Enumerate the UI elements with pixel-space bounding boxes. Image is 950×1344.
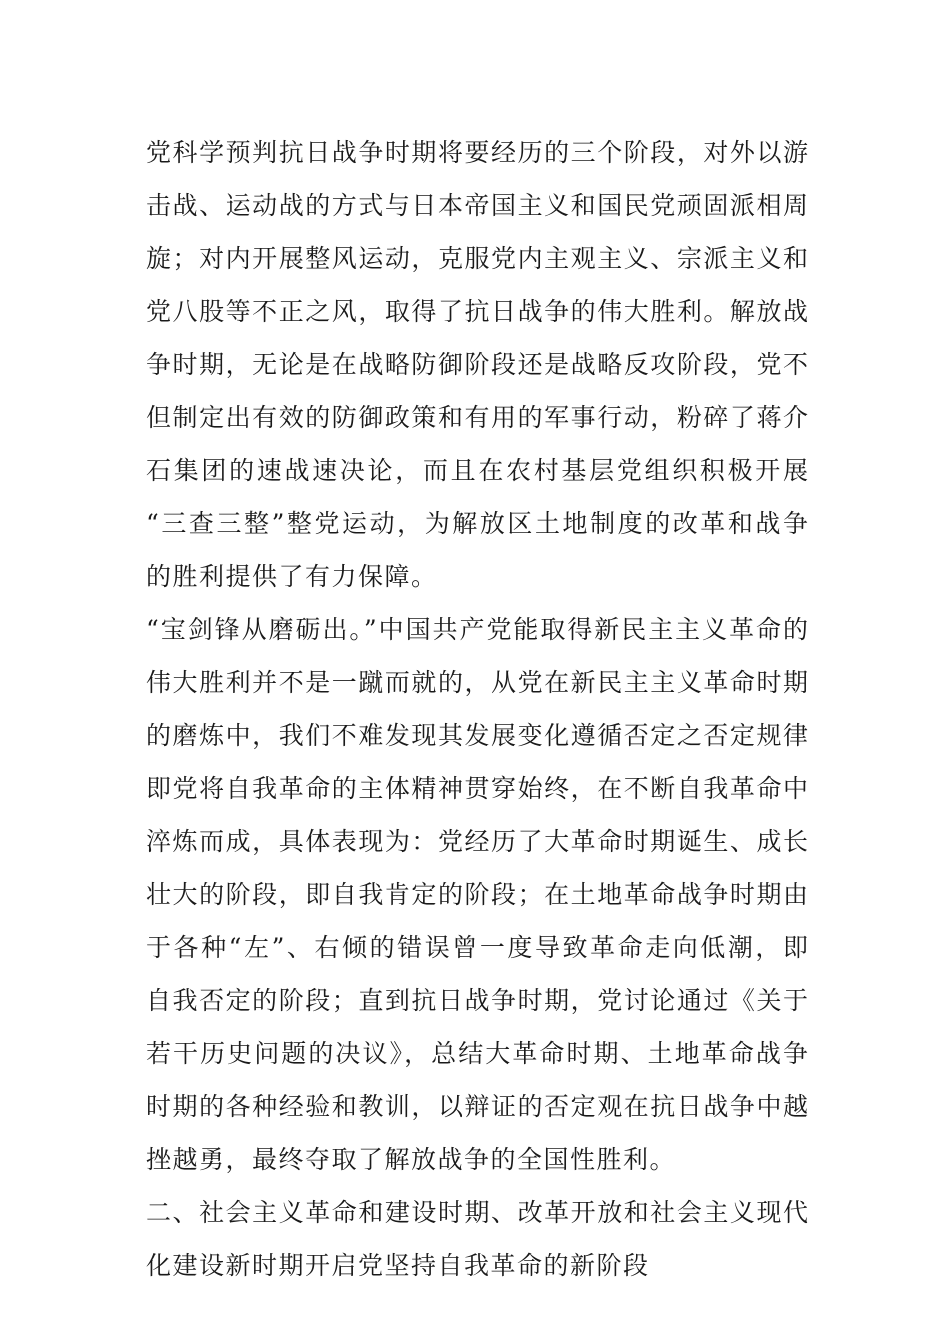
- text-line: 但制定出有效的防御政策和有用的军事行动，粉碎了蒋介: [146, 403, 808, 432]
- text-line: 的胜利提供了有力保障。: [146, 562, 438, 591]
- text-line: 旋；对内开展整风运动，克服党内主观主义、宗派主义和: [146, 244, 808, 273]
- text-line: 击战、运动战的方式与日本帝国主义和国民党顽固派相周: [146, 191, 808, 220]
- text-line: 挫越勇，最终夺取了解放战争的全国性胜利。: [146, 1145, 677, 1174]
- text-line: 伟大胜利并不是一蹴而就的，从党在新民主主义革命时期: [146, 668, 808, 697]
- paragraph: [146, 126, 808, 603]
- text-line: 淬炼而成，具体表现为：党经历了大革命时期诞生、成长: [146, 827, 808, 856]
- text-line: 壮大的阶段，即自我肯定的阶段；在土地革命战争时期由: [146, 880, 808, 909]
- text-line: 的磨炼中，我们不难发现其发展变化遵循否定之否定规律: [146, 721, 808, 750]
- paragraph: [146, 603, 808, 1186]
- heading-line: 化建设新时期开启党坚持自我革命的新阶段: [146, 1251, 650, 1280]
- section-heading: [146, 1186, 808, 1292]
- text-line: 于各种“左”、右倾的错误曾一度导致革命走向低潮，即: [146, 933, 808, 962]
- text-line: “三查三整”整党运动，为解放区土地制度的改革和战争: [146, 509, 808, 538]
- text-line: 争时期，无论是在战略防御阶段还是战略反攻阶段，党不: [146, 350, 808, 379]
- text-line: 自我否定的阶段；直到抗日战争时期，党讨论通过《关于: [146, 986, 808, 1015]
- text-line: 党八股等不正之风，取得了抗日战争的伟大胜利。解放战: [146, 297, 808, 326]
- text-line: “宝剑锋从磨砺出。”中国共产党能取得新民主主义革命的: [146, 615, 808, 644]
- document-body: [146, 126, 808, 1292]
- text-line: 即党将自我革命的主体精神贯穿始终，在不断自我革命中: [146, 774, 808, 803]
- text-line: 若干历史问题的决议》，总结大革命时期、土地革命战争: [146, 1039, 808, 1068]
- text-line: 石集团的速战速决论，而且在农村基层党组织积极开展: [146, 456, 808, 485]
- text-line: 党科学预判抗日战争时期将要经历的三个阶段，对外以游: [146, 138, 808, 167]
- text-line: 时期的各种经验和教训，以辩证的否定观在抗日战争中越: [146, 1092, 808, 1121]
- heading-line: 二、社会主义革命和建设时期、改革开放和社会主义现代: [146, 1198, 808, 1227]
